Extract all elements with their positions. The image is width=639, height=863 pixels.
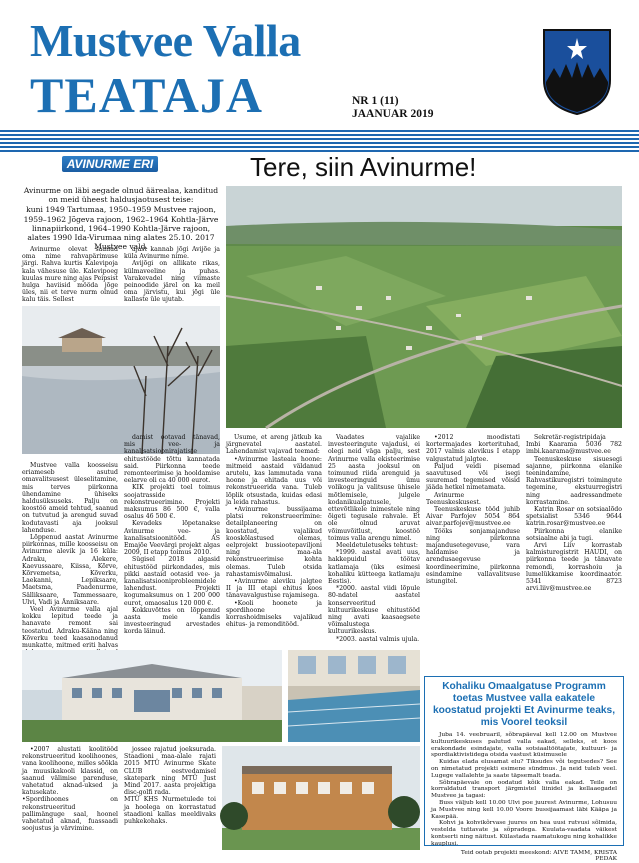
body-col3-p2: •Avinurme lasteaia hoone: mitmeid aastaid väldanud arutelu, kas lammutada vana hoone ja ehitada uus või rekonstrueerida vana. Tuleb lõplik otsustada, kuidas edasi ja leida rahastus. bbox=[226, 455, 322, 506]
body-col4-p5: *2003. aastal valmis ujula. bbox=[336, 635, 420, 643]
body-col1 bbox=[22, 462, 118, 650]
intro-col1-text: Avinurme olevat saanud oma nime rahvapärimuse järgi. Rahva kurtis Kalevipoja kala vähesuse üle. Kalevipoeg kuulas mure ning ajas Peipsist hulga haviisid mööda jõge üles, nii et terve nurm olnud kalu täis. Sellest bbox=[22, 246, 118, 304]
intro-col2-text: ajast kannab jõgi Avijõe ja küla Avinurme nime. bbox=[124, 246, 220, 261]
body-col6-p1: Sekretär-registripidaja Imbi Kaarama 5036 782 imbi.kaarama@mustvee.ee bbox=[526, 434, 622, 456]
body-col1-p1: Mustvee valla koosseisu eriameseb asutud omavalitsusest üleselitamine, mis terves piirkonna ühendamine ühiseks haldusüksuseks. Palju on koostöö ameid tehtud, saanud on tutvutud ja arengud suvad kodutavasti aja jooksul lahenduse. bbox=[22, 462, 118, 534]
lead-line2: kuni 1949 Tartumaa, 1950–1959 Mustvee rajoon, 1959–1962 Jõgeva rajoon, 1962–1964 Kohtla-Järve linnapiirkond, 1964–1990 Kohtla-Järve rajoon, alates 1990 Ida-Virumaa ning alates 25.10. 2017 Mustvee vald. bbox=[23, 205, 219, 252]
intro-col1 bbox=[22, 246, 118, 304]
river-photo bbox=[22, 306, 220, 454]
body-col2-p5: Kokkuvõttes on lõppenud aasta meie kandis investeeringud arvestades korda läinud. bbox=[124, 606, 220, 636]
program-box-p5: Kohvi ja kohvikõrvase juures on hea uusi rutvusi sõlmida, vestelda tuttavate ja sõpradega. Kuulata-vaadata väikest kontserti ning näitust. Külastada raamatukogu ning kohalikke kauplusi. bbox=[431, 820, 617, 847]
body-col6 bbox=[526, 434, 622, 642]
body-col5-p1: •2012 moodistati kortermajades korterituhad, 2017 valmis alevikus I etapp valgustatud jalgtee. bbox=[426, 434, 520, 463]
intro-col2 bbox=[124, 246, 220, 304]
body-col3-p1: Usume, et areng jätkub ka järgnevatel aastatel. Lahendamist vajavad teemad: bbox=[226, 434, 322, 456]
sports-hall-photo bbox=[222, 746, 420, 850]
body-col2-p2: KIK projekti toel toimus soojatrasside rekonstrueerimine. Projekti maksumus 86 500 €, valla osalus 46 500 €. bbox=[124, 484, 220, 521]
body-col3-p4: •Avinurme aleviku jalgtee II ja III etapi ehitus koos tänavavalgustuse rajamisega. bbox=[226, 578, 322, 600]
program-box-p3: Sõbrapäevale on oodatud kõik valla eakad. Teile on korraldatud transport järgmistel liinidel ja kellaaegadel Mustvee ja tagasi: bbox=[431, 779, 617, 800]
body-col2-p1: damist ootavad tänavad, mis vee- ja kanalisatsioonirajatiste ehitustööde tõttu kannatada said. Piirkonna teede remonteerimise ja hooldamise eelarve oli ca 40 000 eurot. bbox=[124, 434, 220, 485]
masthead-title-line1: Mustvee Valla bbox=[30, 15, 301, 66]
bottom-col1-text: •2007 alustati koolitööd rekonstrueeritud koolihoones, vana koolihoone, milles sõõkla ja muusikakooli klassid, on saanud välimise parenduse, vahetatud aknad-uksed ja katusekate. •Spordihoones on rekonstrueeritud pallimänguge saal, hoonel vahetatud aknad, fuassaadi soojustus ja värvimine. bbox=[22, 746, 118, 833]
body-col3 bbox=[226, 434, 322, 642]
body-col4-p4: *2000. aastal viidi lõpule 80-ndatel aastatel konserveeritud kultuurikeskuse ehitustööd ning avati kaasaegsete võimalustega kultuurikeskus. bbox=[328, 585, 420, 636]
pool-photo bbox=[288, 650, 420, 742]
program-box-body bbox=[431, 732, 617, 863]
school-photo bbox=[22, 650, 282, 742]
body-col5-p3: Avinurme Teenuskeskusest. bbox=[426, 491, 481, 506]
issue-info bbox=[352, 95, 433, 121]
body-col2-p4: Sügisel 2018 algasid ehitustööd piirkondades, mis pikki aastaid ootasid vee- ja kanalisatsiooniprobleemidele lahendust. Projekti kogumaksumus on 1 200 000 eurot, omaosalus 120 000 €. bbox=[124, 556, 220, 607]
body-col1-p3: Veel Avinurme valla ajal kokku lepitud teede ja hanavate remont sai teostatud. Adraku-Kääna ning Kõverku teed kaasanodanud munkatte, mitmed eriti halvas bbox=[22, 606, 118, 650]
body-col6-p2: Teenuskeskuse sisuesegi sajanne, piirkonna elanike teenindamine, Rahvastikuregistri toimingute tegemine, ekstuurregistri ning aadressandmete korrastamine. bbox=[526, 455, 622, 506]
masthead-title-line2: TEATAJA bbox=[30, 67, 263, 123]
body-col1-p2: Lõppenud aastat Avinurme piirkonnas, mille koosseisu on Avinurme alevik ja 16 küla: Adraku, Alekere, Kaevussaare, Kiissa, Kõrve, Kõrvemetsa, Kõverku, Laekanni, Lepiksaare, Maetsma, Paadenurme, Sälliksaare, Tammessaare, Ulvi, Vadi ja Änniksaare. bbox=[22, 534, 118, 606]
body-col6-p4: Piirkonna elanike sotsiaalne abi ja tugi. bbox=[526, 527, 622, 542]
program-box-p4: Buss väljub kell 10.00 Ulvi poe juurest Avinurme, Lohusuu ja Mustvee ning kell 10.00 Voore bussijaamast läbi Kääpa ja Kasepää. bbox=[431, 799, 617, 820]
body-col2-p3: Kevadeks lõpetanakse Avinurme vee- ja kanalisatsioonitööd. AS Emajõe Veevärgi projekt algas 2009, II etapp toimus 2010. bbox=[124, 520, 220, 557]
body-col3-p3: •Avinurme bussijaama platsi rekonstrueerimine: detailplaneering on koostatud, vajalikud kooskõlastused olemas, eelprojekt bussiootepaviljoni ning maa-ala rekonstrueerimise kohta olemas. Tuleb otsida rahastamisvõimalusi. bbox=[226, 506, 322, 578]
body-col4-p1: Vaadates vajalike investeeringute vajadusi, ei olegi neid väga palju, sest Avinurme valla ekisteerimise 25 aasta jooksul on toimunud riida arenguid ja investeeringuid ümu volikogu ja valitsuse ühisele mõtlemisele, julgele kodanikualgatusele, ettevõtlikele inimestele ning õigeti tegusale rahvale. Et ole olnud aruvat võimuvõitlust, koostöö toimus valla arengu nimel. bbox=[328, 434, 420, 542]
program-box bbox=[424, 676, 624, 863]
issue-date: JAANUAR 2019 bbox=[352, 108, 434, 120]
headline: Tere, siin Avinurme! bbox=[250, 152, 477, 182]
coat-of-arms-icon bbox=[542, 28, 612, 116]
bottom-col2-text: jossee rajatud joeksuradа. Staadioni maa-alale rajati 2015 MTÜ Avinurme Skate CLUB eestvedamisel skatepark ning MTÜ Just Mind 2017. aasta projektiga disc-golfi rada. MTÜ KHS Nurmetulede toi ja hoolega on korrastatud staadioni kallas meeldivaks puhkekohaks. bbox=[124, 746, 216, 826]
program-box-title: Kohaliku Omaalgatuse Programm toetas Mustvee valla eakatele koostatud projekti Et Avinurme teaks, mis Voorel teoksil bbox=[432, 681, 616, 728]
body-col4-p3: *1999. aastal avati uus, hakkepuidul töötav katlamaja (üks esimesi kohaliku kütteega katlamaju Eestis). bbox=[328, 549, 420, 586]
body-col4 bbox=[328, 434, 420, 642]
body-col6-p5: Arvi Liiv korrastab kalmisturegistrit HAUDI, on piirkonna teede ja tänavate remondi, korrashoiu ja lumelükkamise koordinaator. 5341 8723 arvi.liiv@mustvee.ee bbox=[526, 542, 622, 593]
bottom-col1 bbox=[22, 746, 118, 850]
program-box-p2: Kuidas elada elusamat elu? Tiksudes või tegutsedes? See on nimetatud projekti esimene sündmus. Ja neid tuleb veel. Lugege vallalehte ja saate täpsemalt teada. bbox=[431, 759, 617, 779]
body-col4-p2: Meeldetuletuseks tehtust: bbox=[336, 542, 418, 550]
program-box-p1: Juba 14. veebruaril, sõbrapäeval kell 12.00 on Mustvee kultuurikeskuses palutud valla eakad, selleks, et koos erakondade esindajate, valla sotsiaaltöötajate, kultuuri- ja spordiaktivistidega otsida vastust küsimusele bbox=[431, 732, 617, 759]
body-col6-p3: Katrin Rosar on sotsiaalõdo spetsialist 5346 9644 katrin.rosar@mustvee.ee bbox=[526, 506, 622, 528]
program-box-signature: Teid ootab projekti meeskond: AIVE TAMM, KRISTA PEDAK bbox=[460, 849, 617, 863]
body-col3-p5: •Kooli hoonete ja spordihoone korrashoidmiseks vajalikud ehitus- ja remonditööd. bbox=[226, 599, 322, 629]
section-tag: AVINURME ERI bbox=[62, 156, 158, 172]
body-col5-p4: Teenuskeskuse tööd juhib Aivar Parfojev 5054 864 aivar.parfojev@mustvee.ee bbox=[426, 506, 520, 528]
bottom-col2 bbox=[124, 746, 216, 850]
body-col2 bbox=[124, 434, 220, 642]
aerial-photo bbox=[226, 186, 622, 428]
intro-col2-text2: Avijõgi on allikate rikas, külmaveeline ja puhas. Varakevadel ning viimaste peinoodide järel on ka meil oma järvistu, kui jõgi üle kallaste üle ujutab. bbox=[124, 260, 220, 304]
issue-number: NR 1 (11) bbox=[352, 95, 399, 107]
body-col5-p5: Tööks sonjamajanduse ning piirkonna majandusetegevuse, vara haldamise ja arendusaegevuse koordineerimine, piirkonna esindamine vallavalitsuse istungitel. bbox=[426, 527, 520, 586]
body-col5 bbox=[426, 434, 520, 642]
lead-line1: Avinurme on läbi aegade olnud äärealaa, kanditud on meid üheest haldusjaotusest teise: bbox=[23, 186, 219, 205]
body-col5-p2: Paljud veidi pisemad saavutused või isegi suuremad tegemised võisid jääda hetkel nimetamata. bbox=[426, 462, 520, 492]
lead-paragraph bbox=[22, 186, 220, 251]
masthead-stripes bbox=[0, 130, 639, 152]
